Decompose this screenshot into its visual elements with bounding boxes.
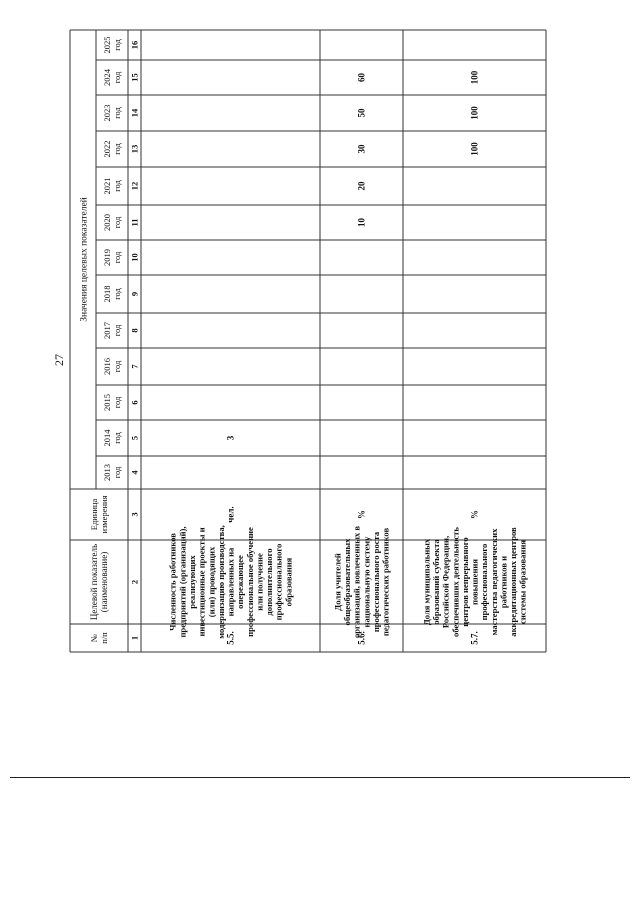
row-number: 5.7. — [469, 631, 480, 645]
column-number: 8 — [129, 328, 140, 333]
year-header: 2024год — [102, 69, 122, 86]
year-header: 2025год — [102, 36, 122, 54]
column-number: 3 — [129, 512, 140, 517]
column-number: 1 — [129, 635, 140, 641]
row-number: 5.5. — [225, 631, 236, 645]
year-header: 2013год — [102, 464, 122, 481]
year-header: 2016год — [102, 358, 122, 375]
column-number: 2 — [129, 579, 140, 585]
year-header: 2018год — [102, 285, 122, 303]
table-grid — [70, 30, 546, 652]
indicator-name: Доля учителейобщеобразовательныхорганизаций, вовлеченных внациональную системупрофессионального ростапедагогических работников — [332, 525, 391, 639]
year-header: 2015год — [102, 394, 122, 411]
unit-header: Единицаизмерения — [89, 495, 109, 534]
column-number: 10 — [129, 253, 140, 262]
column-number: 16 — [129, 40, 140, 50]
indicator-value: 100 — [469, 106, 480, 120]
year-header: 2023год — [102, 104, 122, 122]
column-number: 6 — [129, 400, 140, 405]
column-number: 15 — [129, 73, 140, 82]
indicator-value: 100 — [469, 142, 480, 156]
column-number: 7 — [129, 364, 140, 369]
unit-value: чел. — [225, 506, 236, 523]
values-group-header: Значения целевых показателей — [79, 197, 90, 322]
indicator-value: 100 — [469, 70, 480, 85]
year-header: 2022год — [102, 140, 122, 158]
year-header: 2014год — [102, 429, 122, 447]
page-number: 27 — [52, 354, 66, 366]
column-number: 14 — [129, 108, 140, 118]
year-header: 2017год — [102, 322, 122, 339]
column-number: 5 — [129, 435, 140, 441]
indicator-value: 50 — [356, 108, 367, 118]
year-header: 2019год — [102, 249, 122, 266]
column-number: 9 — [129, 291, 140, 297]
indicator-name: Численность работниковпредприятий (организаций),реализующихинвестиционные проекты и(или) проводящихмодернизацию производства,направленных наопережающеепрофессиональное обучениеили получениедополнительногопрофессиональногообразования — [167, 525, 294, 639]
table-cells — [78, 37, 527, 645]
column-number: 11 — [129, 218, 140, 227]
year-header: 2020год — [102, 214, 122, 231]
name-header: Целевой показатель(наименование) — [89, 543, 110, 621]
indicator-name: Доля муниципальныхобразований субъектаРоссийской Федерации,обеспечивших деятельностьцентров непрерывногоповышенияпрофессиональногомастерства педагогическихработников иаккредитационных центровсистемы образования — [421, 527, 528, 637]
indicator-value: 60 — [356, 73, 367, 82]
indicator-value: 30 — [356, 144, 367, 154]
indicator-value: 3 — [225, 435, 236, 441]
unit-value: % — [356, 510, 367, 519]
year-header: 2021год — [102, 177, 122, 195]
horizontal-rule — [10, 777, 630, 778]
num-header: №п/п — [89, 632, 109, 644]
column-number: 12 — [129, 181, 140, 191]
column-number: 4 — [129, 470, 140, 475]
row-number: 5.6. — [356, 631, 367, 645]
column-number: 13 — [129, 144, 140, 154]
unit-value: % — [469, 510, 480, 519]
indicator-value: 20 — [356, 181, 367, 191]
indicator-value: 10 — [356, 218, 367, 227]
